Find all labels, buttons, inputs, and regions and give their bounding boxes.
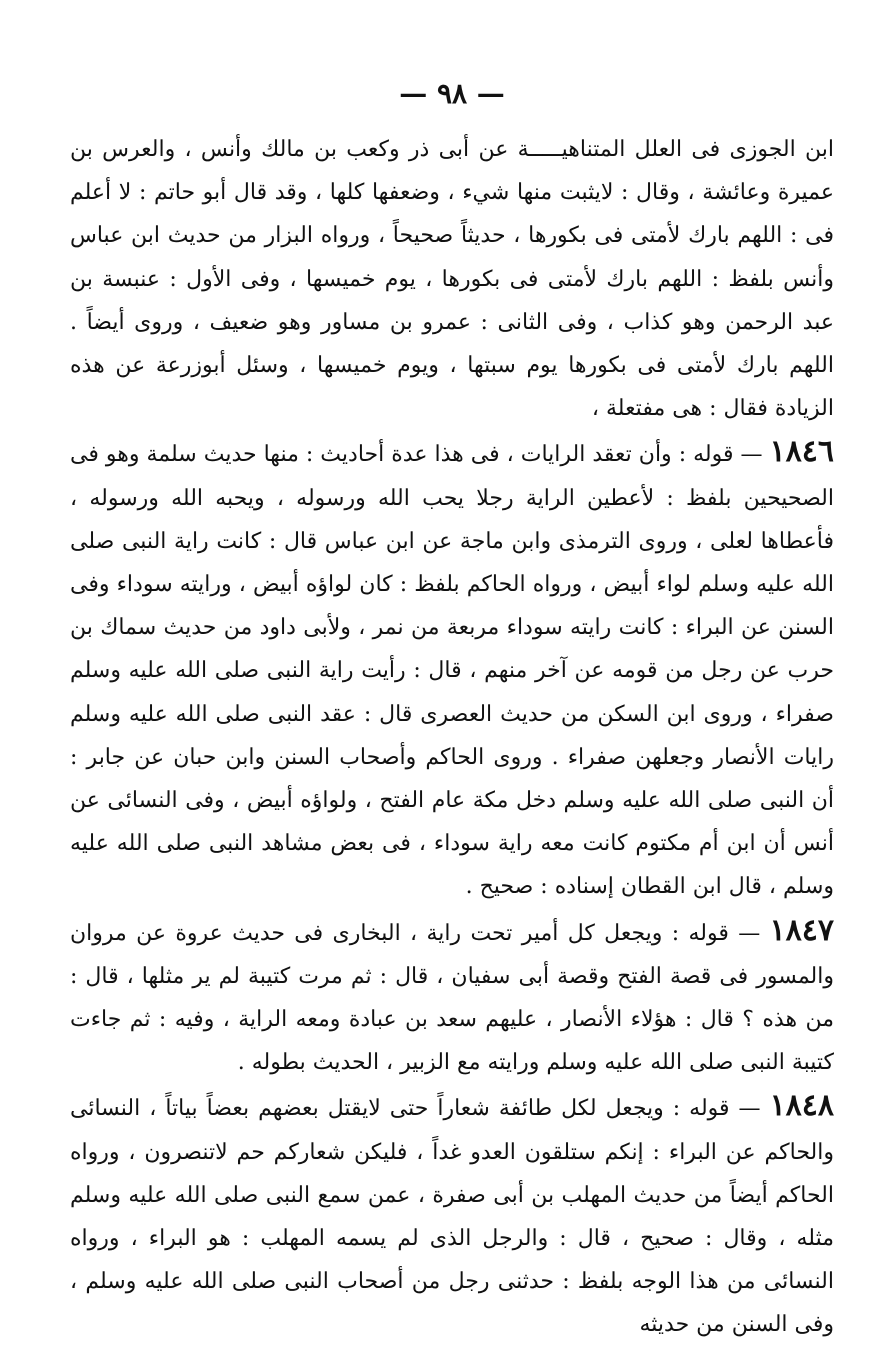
paragraph-text: — قوله : وأن تعقد الرايات ، فى هذا عدة أحاديث : منها حديث سلمة وهو فى الصحيحين بلفظ : لأعطين الراية رجلا يحب الله ورسوله ، ويحبه الله ورسوله ، فأعطاها لعلى ، وروى الترمذى وابن ماجة عن ابن عباس قال : كانت راية النبى صلى الله عليه وسلم لواء أبيض ، ورواه الحاكم بلفظ : كان لواؤه أبيض ، ورايته سوداء وفى السنن عن البراء : كانت رايته سوداء مربعة من نمر ، ولأبى داود من حديث سماك بن حرب عن رجل من قومه عن آخر منهم ، قال : رأيت راية النبى صلى الله عليه وسلم صفراء ، وروى ابن السكن من حديث العصرى قال : عقد النبى صلى الله عليه وسلم رايات الأنصار وجعلهن صفراء . وروى الحاكم وأصحاب السنن وابن حبان عن جابر : أن النبى صلى الله عليه وسلم دخل مكة عام الفتح ، ولواؤه أبيض ، وفى النسائى عن أنس أن ابن أم مكتوم كانت معه راية سوداء ، فى بعض مشاهد النبى صلى الله عليه وسلم ، قال ابن القطان إسناده : صحيح .: [70, 442, 834, 900]
item-number: ١٨٤٦: [769, 434, 834, 470]
paragraph-1846: [70, 430, 834, 908]
paragraph-text: — قوله : ويجعل لكل طائفة شعاراً حتى لايقتل بعضهم بعضاً بياتاً ، النسائى والحاكم عن البراء : إنكم ستلقون العدو غداً ، فليكن شعاركم حم لاتنصرون ، ورواه الحاكم أيضاً من حديث المهلب بن أبى صفرة ، عمن سمع النبى صلى الله عليه وسلم مثله ، وقال : صحيح ، قال : والرجل الذى لم يسمه المهلب : هو البراء ، ورواه النسائى من هذا الوجه بلفظ : حدثنى رجل من أصحاب النبى صلى الله عليه وسلم ، وفى السنن من حديثه: [70, 1096, 834, 1338]
paragraph-1848: [70, 1084, 834, 1346]
item-number: ١٨٤٨: [769, 1088, 835, 1124]
body-text: [70, 128, 834, 1347]
paragraph-1847: [70, 909, 834, 1085]
paragraph-continuation: ابن الجوزى فى العلل المتناهيـــــة عن أبى ذر وكعب بن مالك وأنس ، والعرس بن عميرة وعائشة ، وقال : لايثبت منها شيء ، وضعفها كلها ، وقد قال أبو حاتم : لا أعلم فى : اللهم بارك لأمتى فى بكورها ، حديثاً صحيحاً ، ورواه البزار من حديث ابن عباس وأنس بلفظ : اللهم بارك لأمتى فى بكورها ، يوم خميسها ، وفى الأول : عنبسة بن عبد الرحمن وهو كذاب ، وفى الثانى : عمرو بن مساور وهو ضعيف ، وروى أيضاً . اللهم بارك لأمتى فى بكورها يوم سبتها ، ويوم خميسها ، وسئل أبوزرعة عن هذه الزيادة فقال : هى مفتعلة ،: [70, 137, 834, 422]
paragraph-text: — قوله : ويجعل كل أمير تحت راية ، البخارى فى حديث عروة عن مروان والمسور فى قصة الفتح وقصة أبى سفيان ، قال : ثم مرت كتيبة لم ير مثلها ، قال : من هذه ؟ قال : هؤلاء الأنصار ، عليهم سعد بن عبادة ومعه الراية ، وفيه : ثم جاءت كتيبة النبى صلى الله عليه وسلم ورايته مع الزبير ، الحديث بطوله .: [70, 920, 834, 1076]
page-number: — ٩٨ —: [399, 77, 505, 110]
item-number: ١٨٤٧: [769, 912, 834, 948]
